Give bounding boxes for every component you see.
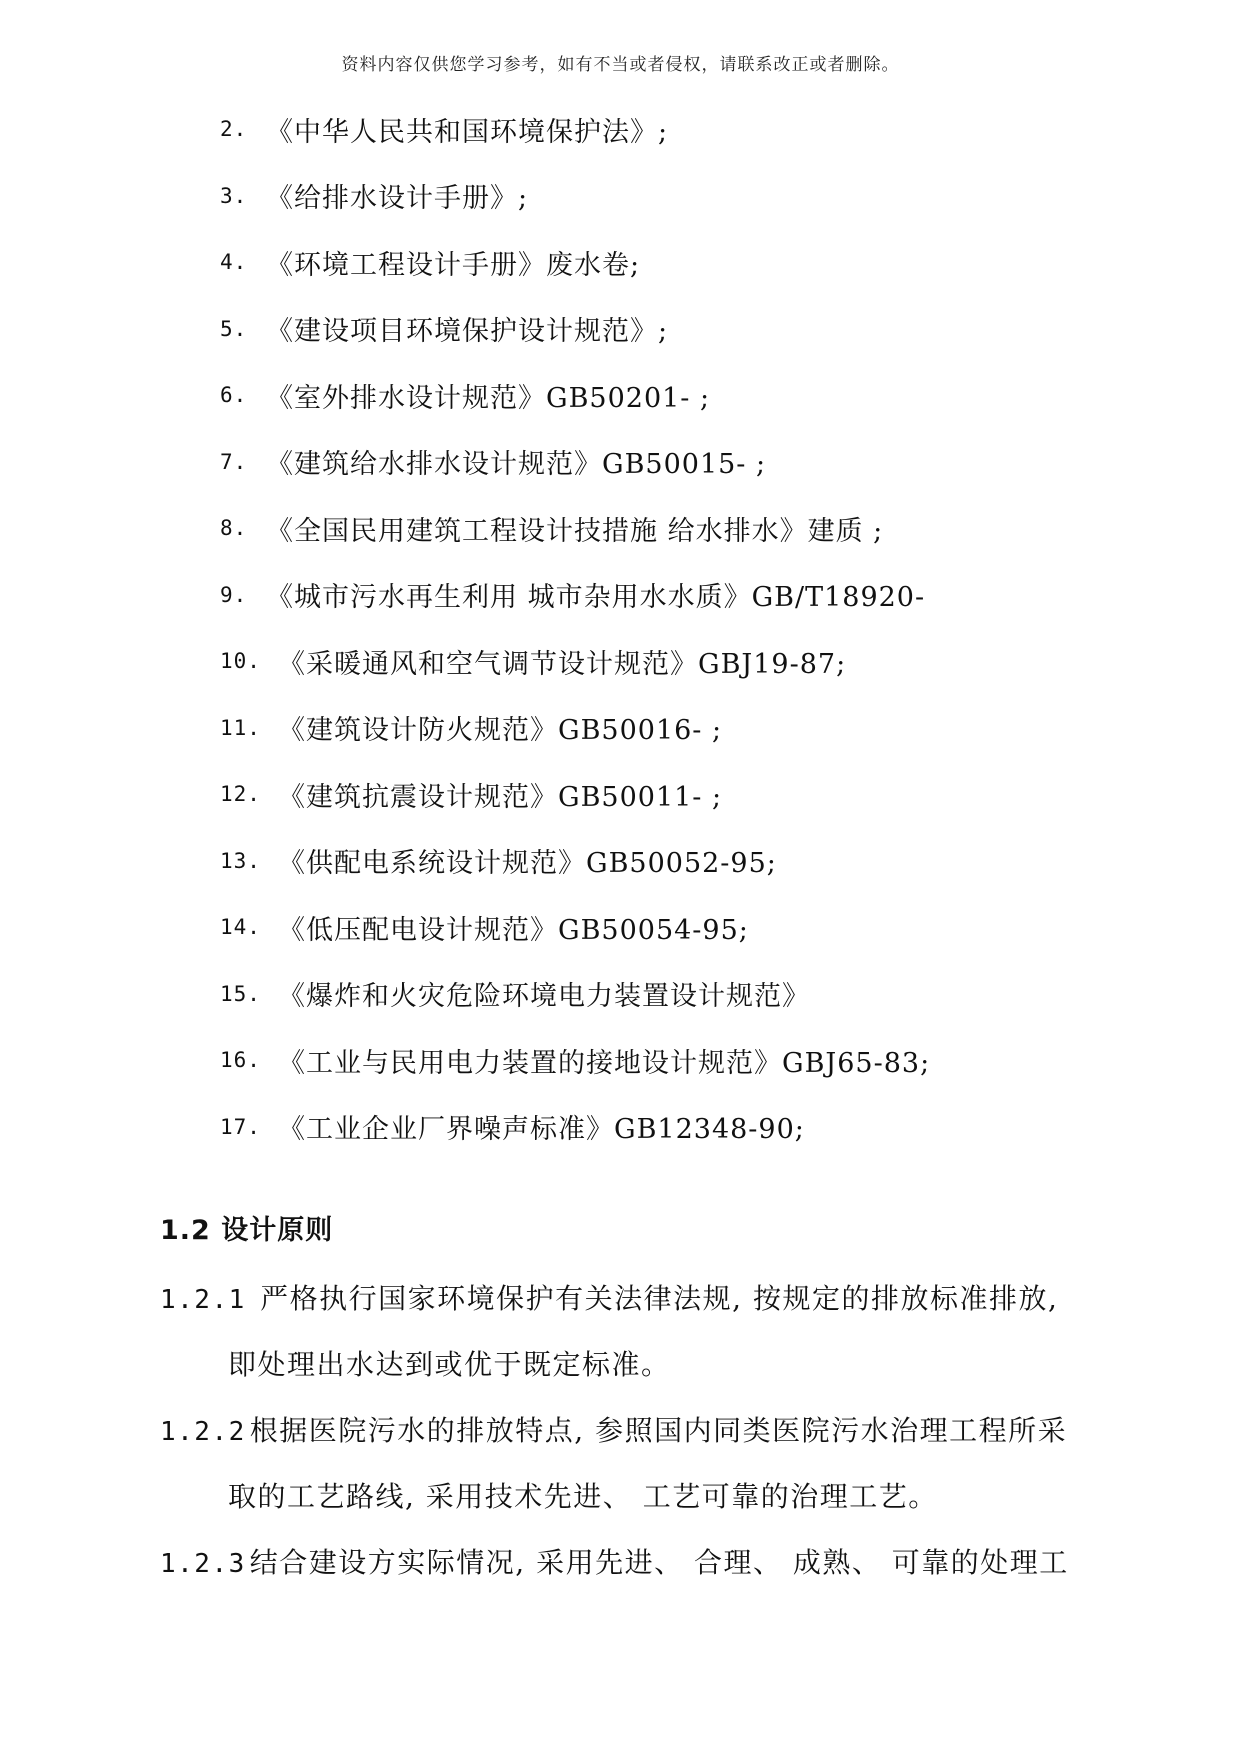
reference-item (220, 1027, 930, 1094)
principle-number: 1.2.2 (160, 1417, 246, 1447)
reference-text: 《建筑设计防火规范》GB50016- ; (278, 715, 723, 747)
reference-text: 《中华人民共和国环境保护法》; (266, 116, 669, 148)
reference-number: 16. (220, 1048, 261, 1073)
principle-number: 1.2.1 (160, 1285, 246, 1315)
principle-continuation: 取的工艺路线, 采用技术先进、 工艺可靠的治理工艺。 (228, 1480, 938, 1513)
reference-item (220, 96, 930, 163)
reference-number: 4. (220, 250, 248, 275)
reference-number: 5. (220, 316, 248, 341)
reference-text: 《城市污水再生利用 城市杂用水水质》GB/T18920- (266, 582, 926, 614)
reference-item (220, 961, 930, 1028)
reference-text: 《爆炸和火灾危险环境电力装置设计规范》 (278, 981, 810, 1013)
reference-number: 11. (220, 715, 261, 740)
reference-number: 9. (220, 582, 248, 607)
reference-number: 3. (220, 183, 248, 208)
reference-number: 10. (220, 649, 261, 674)
reference-list (220, 96, 930, 1160)
principle-paragraph (160, 1530, 1100, 1596)
principle-paragraph (160, 1398, 1100, 1530)
reference-number: 8. (220, 516, 248, 541)
reference-item (220, 362, 930, 429)
reference-number: 6. (220, 383, 248, 408)
reference-item (220, 695, 930, 762)
principle-text: 根据医院污水的排放特点, 参照国内同类医院污水治理工程所采 (249, 1414, 1068, 1447)
reference-item (220, 229, 930, 296)
reference-item (220, 495, 930, 562)
principle-line (160, 1530, 1100, 1596)
principle-number: 1.2.3 (160, 1549, 246, 1579)
reference-text: 《工业企业厂界噪声标准》GB12348-90; (278, 1114, 805, 1146)
reference-item (220, 628, 930, 695)
reference-text: 《低压配电设计规范》GB50054-95; (278, 914, 749, 946)
reference-item (220, 562, 930, 629)
reference-text: 《建筑给水排水设计规范》GB50015- ; (266, 449, 767, 481)
principle-text: 严格执行国家环境保护有关法律法规, 按规定的排放标准排放, (249, 1282, 1059, 1315)
reference-text: 《供配电系统设计规范》GB50052-95; (278, 848, 777, 880)
reference-text: 《全国民用建筑工程设计技措施 给水排水》建质 ; (266, 515, 884, 547)
principle-text: 结合建设方实际情况, 采用先进、 合理、 成熟、 可靠的处理工 (249, 1546, 1069, 1579)
principle-continuation: 即处理出水达到或优于既定标准。 (228, 1348, 671, 1381)
reference-text: 《工业与民用电力装置的接地设计规范》GBJ65-83; (278, 1047, 931, 1079)
reference-number: 7. (220, 449, 248, 474)
reference-number: 15. (220, 981, 261, 1006)
reference-number: 17. (220, 1114, 261, 1139)
reference-text: 《采暖通风和空气调节设计规范》GBJ19-87; (278, 648, 847, 680)
reference-item (220, 163, 930, 230)
reference-text: 《室外排水设计规范》GB50201- ; (266, 382, 711, 414)
watermark-text: 资料内容仅供您学习参考，如有不当或者侵权，请联系改正或者删除。 (341, 55, 900, 75)
section-heading: 1.2 设计原则 (160, 1215, 334, 1246)
reference-text: 《环境工程设计手册》废水卷; (266, 249, 641, 281)
reference-number: 2. (220, 117, 248, 142)
reference-number: 14. (220, 915, 261, 940)
reference-number: 12. (220, 782, 261, 807)
reference-item (220, 296, 930, 363)
principle-line (160, 1398, 1100, 1464)
reference-item (220, 828, 930, 895)
reference-text: 《建设项目环境保护设计规范》; (266, 316, 669, 348)
reference-item (220, 1094, 930, 1161)
reference-item (220, 894, 930, 961)
reference-text: 《建筑抗震设计规范》GB50011- ; (278, 781, 723, 813)
principle-paragraph (160, 1266, 1100, 1398)
reference-item (220, 761, 930, 828)
reference-text: 《给排水设计手册》; (266, 183, 529, 215)
reference-item (220, 429, 930, 496)
principle-line (160, 1266, 1100, 1332)
reference-number: 13. (220, 848, 261, 873)
